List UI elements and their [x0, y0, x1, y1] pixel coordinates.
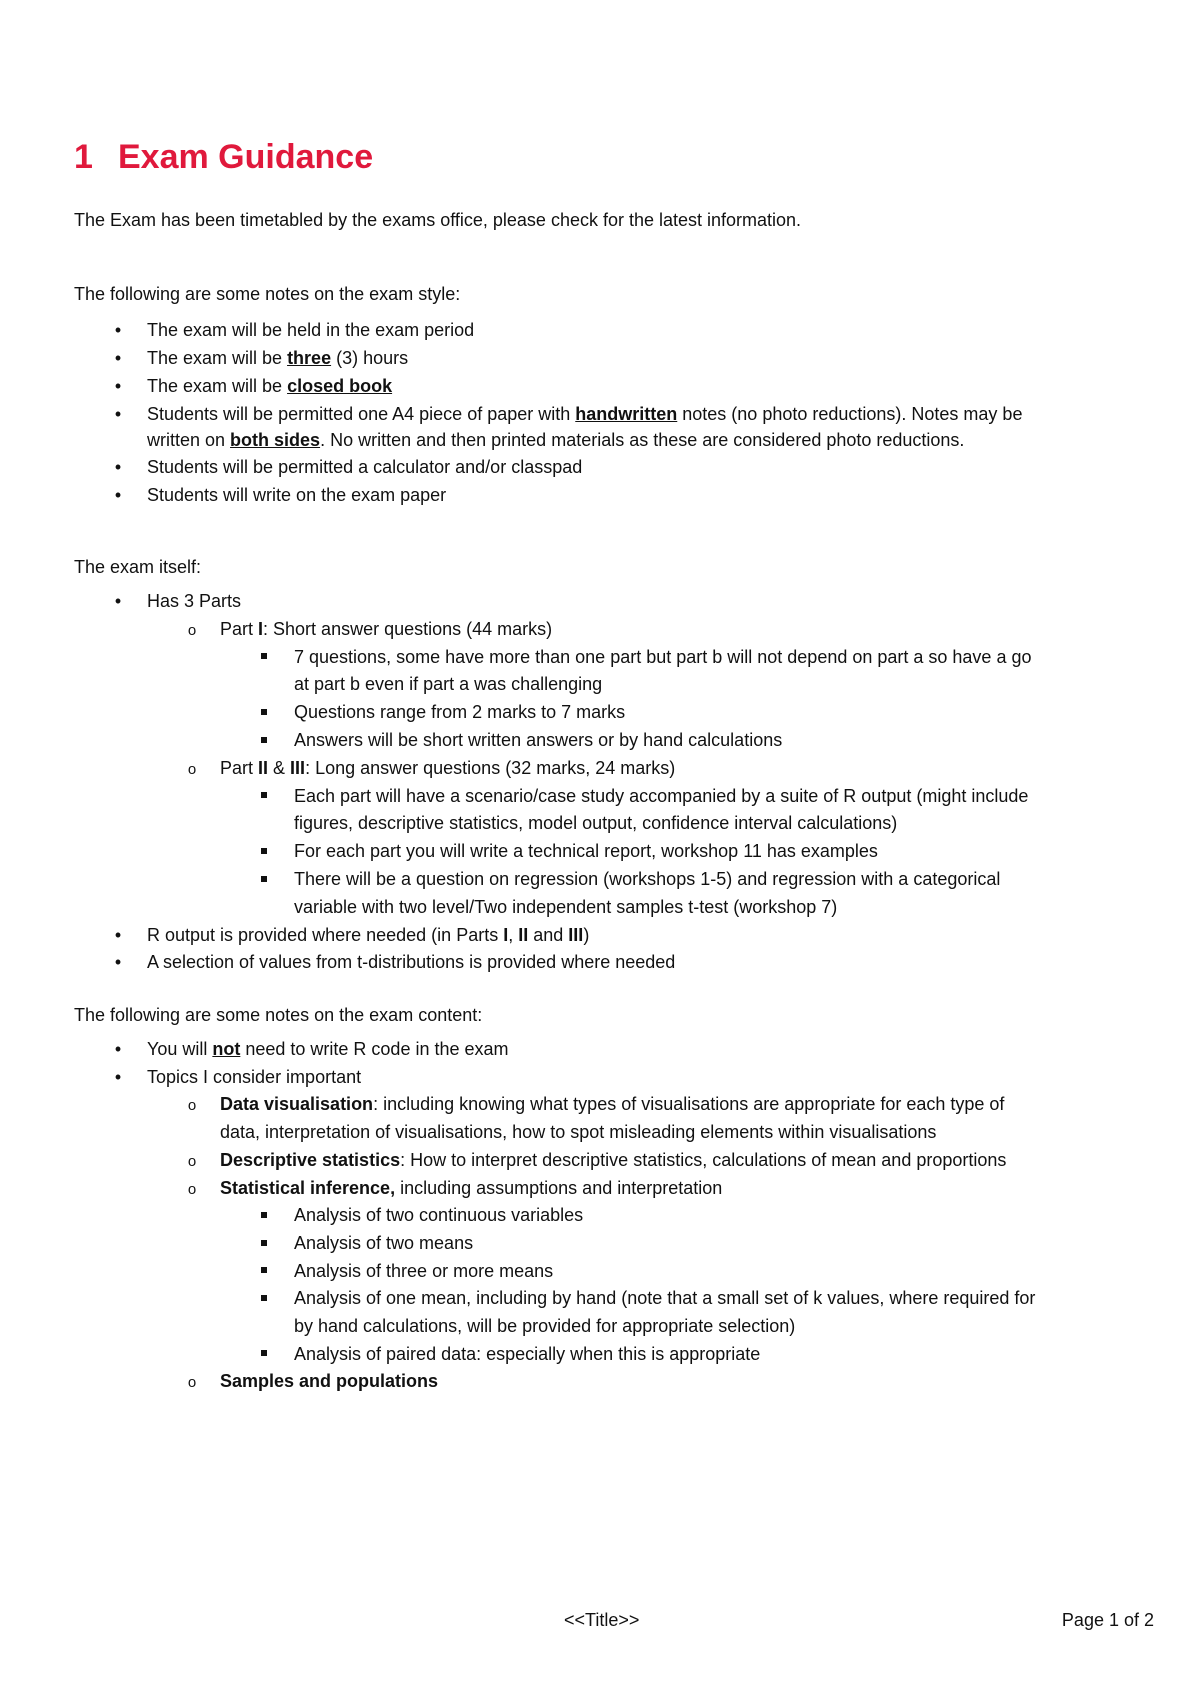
list-item: Questions range from 2 marks to 7 marks [74, 699, 1154, 727]
bullet-icon [110, 453, 126, 481]
list-item: • Students will be permitted one A4 piece of paper with handwritten notes (no photo reductions). Notes may be written on both sides. No written and then printed materials as these are considered photo reductions. [74, 401, 1154, 453]
circle-bullet-icon [184, 1368, 200, 1397]
square-bullet-icon [256, 644, 272, 672]
list-item: Answers will be short written answers or by hand calculations [74, 727, 1154, 755]
list-item: For each part you will write a technical report, workshop 11 has examples [74, 838, 1154, 866]
bullet-icon [110, 316, 126, 344]
bullet-icon [110, 481, 126, 509]
list-item: Analysis of two continuous variables [74, 1202, 1154, 1230]
list-item: Analysis of paired data: especially when this is appropriate [74, 1341, 1154, 1369]
bullet-icon [110, 1064, 126, 1092]
list-item: Analysis of two means [74, 1230, 1154, 1258]
square-bullet-icon [256, 699, 272, 727]
footer-title: <<Title>> [564, 1610, 640, 1630]
style-lead: The following are some notes on the exam style: [74, 284, 461, 304]
list-item: o Statistical inference, including assumptions and interpretation [74, 1175, 1154, 1203]
style-list [74, 316, 1154, 509]
square-bullet-icon [256, 1341, 272, 1369]
square-bullet-icon [256, 1258, 272, 1286]
circle-bullet-icon [184, 1175, 200, 1204]
bullet-icon [110, 949, 126, 977]
page-number: Page 1 of 2 [1061, 1610, 1154, 1630]
list-item: Analysis of three or more means [74, 1258, 1154, 1286]
bullet-icon [110, 372, 126, 400]
circle-bullet-icon [184, 616, 200, 645]
list-item: • R output is provided where needed (in Parts I, II and III) [74, 922, 1154, 950]
section-heading [74, 138, 373, 177]
bullet-icon [110, 922, 126, 950]
list-item: • Topics I consider important [74, 1064, 1154, 1092]
bullet-icon [110, 401, 126, 427]
content-lead: The following are some notes on the exam content: [74, 1005, 483, 1025]
list-item: • You will not need to write R code in the exam [74, 1036, 1154, 1064]
section-title: Exam Guidance [118, 138, 374, 176]
list-item: Each part will have a scenario/case study accompanied by a suite of R output (might include figures, descriptive statistics, model output, confidence interval calculations) [74, 783, 1154, 839]
list-item: • The exam will be closed book [74, 372, 1154, 400]
square-bullet-icon [256, 783, 272, 811]
list-item: o Samples and populations [74, 1368, 1154, 1396]
exam-lead: The exam itself: [74, 557, 202, 577]
bullet-icon [110, 344, 126, 372]
bullet-icon [110, 588, 126, 616]
list-item: • The exam will be three (3) hours [74, 344, 1154, 372]
list-item: • A selection of values from t-distributions is provided where needed [74, 949, 1154, 977]
square-bullet-icon [256, 866, 272, 894]
exam-list [74, 588, 1154, 977]
list-item: o Part I: Short answer questions (44 marks) [74, 616, 1154, 644]
content-list [74, 1036, 1154, 1396]
list-item: • Has 3 Parts [74, 588, 1154, 616]
intro-text: The Exam has been timetabled by the exams office, please check for the latest information. [74, 210, 802, 230]
list-item: o Descriptive statistics: How to interpret descriptive statistics, calculations of mean and proportions [74, 1147, 1154, 1175]
section-number: 1 [74, 138, 93, 176]
bullet-icon [110, 1036, 126, 1064]
circle-bullet-icon [184, 755, 200, 784]
list-item: o Data visualisation: including knowing what types of visualisations are appropriate for each type of data, interpretation of visualisations, how to spot misleading elements within visualisations [74, 1091, 1154, 1146]
square-bullet-icon [256, 1230, 272, 1258]
list-item: • Students will be permitted a calculator and/or classpad [74, 453, 1154, 481]
square-bullet-icon [256, 727, 272, 755]
circle-bullet-icon [184, 1147, 200, 1176]
square-bullet-icon [256, 1202, 272, 1230]
list-item: o Part II & III: Long answer questions (32 marks, 24 marks) [74, 755, 1154, 783]
list-item: • Students will write on the exam paper [74, 481, 1154, 509]
list-item: • The exam will be held in the exam period [74, 316, 1154, 344]
list-item: 7 questions, some have more than one part but part b will not depend on part a so have a go at part b even if part a was challenging [74, 644, 1154, 700]
square-bullet-icon [256, 838, 272, 866]
list-item: Analysis of one mean, including by hand (note that a small set of k values, where required for by hand calculations, will be provided for appropriate selection) [74, 1285, 1154, 1340]
list-item: There will be a question on regression (workshops 1-5) and regression with a categorical variable with two level/Two independent samples t-test (workshop 7) [74, 866, 1154, 922]
circle-bullet-icon [184, 1091, 200, 1120]
square-bullet-icon [256, 1285, 272, 1313]
